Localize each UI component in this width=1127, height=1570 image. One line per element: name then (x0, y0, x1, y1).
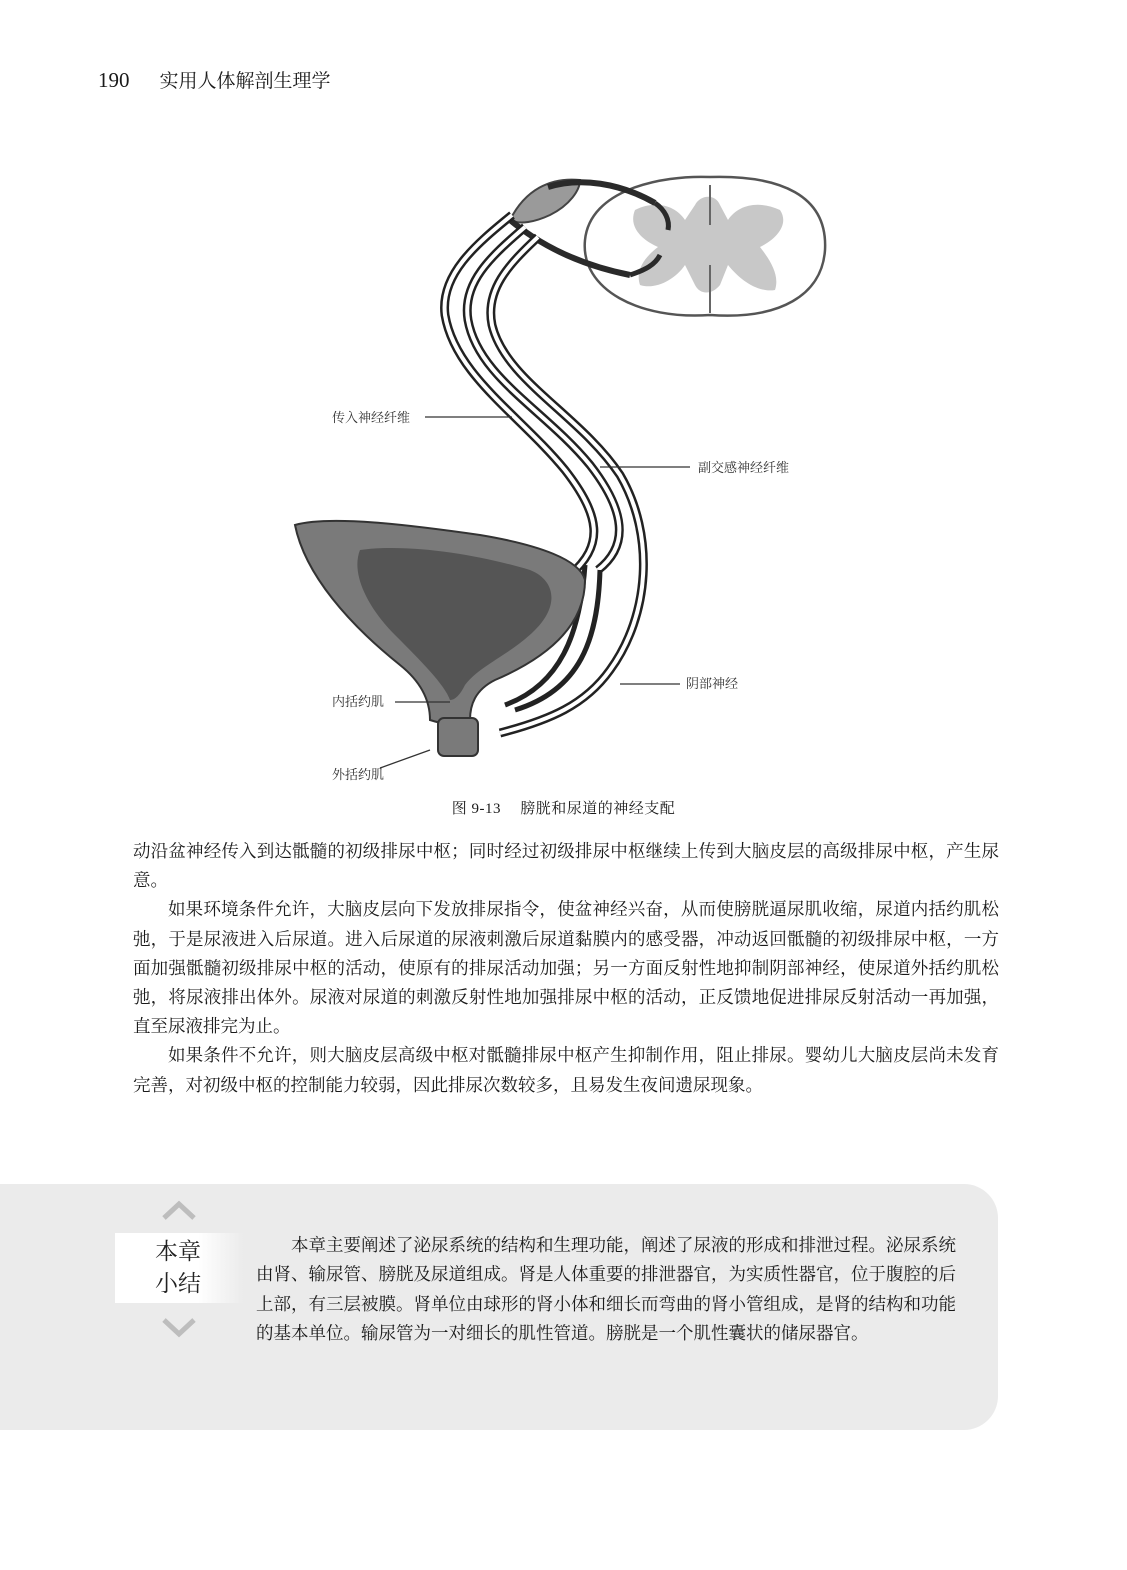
book-title: 实用人体解剖生理学 (159, 70, 331, 92)
chevron-up-icon (162, 1200, 196, 1220)
figure-caption (0, 797, 1127, 818)
label-pudendal-nerve: 阴部神经 (686, 677, 739, 692)
external-sphincter-label-line (380, 750, 430, 768)
label-afferent-fiber: 传入神经纤维 (332, 411, 411, 426)
summary-title (115, 1233, 243, 1303)
page-header (98, 66, 331, 93)
label-internal-sphincter: 内括约肌 (332, 695, 385, 710)
summary-paragraph: 本章主要阐述了泌尿系统的结构和生理功能，阐述了尿液的形成和排泄过程。泌尿系统由肾、输尿管、膀胱及尿道组成。肾是人体重要的排泄器官，为实质性器官，位于腹腔的后上部，有三层被膜。肾单位由球形的肾小体和细长而弯曲的肾小管组成，是肾的结构和功能的基本单位。输尿管为一对细长的肌性管道。膀胱是一个肌性囊状的储尿器官。 (256, 1236, 956, 1344)
summary-title-line2: 小结 (155, 1271, 201, 1297)
figure-number: 图 9-13 (451, 801, 501, 817)
body-text (133, 838, 999, 1101)
page-number: 190 (98, 68, 130, 92)
paragraph-1: 动沿盆神经传入到达骶髓的初级排尿中枢；同时经过初级排尿中枢继续上传到大脑皮层的高级排尿中枢，产生尿意。 (133, 842, 999, 892)
summary-title-line1: 本章 (155, 1239, 201, 1265)
paragraph-2: 如果环境条件允许，大脑皮层向下发放排尿指令，使盆神经兴奋，从而使膀胱逼尿肌收缩，尿道内括约肌松弛，于是尿液进入后尿道。进入后尿道的尿液刺激后尿道黏膜内的感受器，冲动返回骶髓的初级排尿中枢，一方面加强骶髓初级排尿中枢的活动，使原有的排尿活动加强；另一方面反射性地抑制阴部神经，使尿道外括约肌松弛，将尿液排出体外。尿液对尿道的刺激反射性地加强排尿中枢的活动，正反馈地促进排尿反射活动一再加强，直至尿液排完为止。 (133, 900, 999, 1038)
bladder-nerve-diagram (280, 165, 840, 795)
chevron-down-icon (162, 1318, 196, 1338)
paragraph-3: 如果条件不允许，则大脑皮层高级中枢对骶髓排尿中枢产生抑制作用，阻止排尿。婴幼儿大脑皮层尚未发育完善，对初级中枢的控制能力较弱，因此排尿次数较多，且易发生夜间遗尿现象。 (133, 1046, 999, 1096)
label-external-sphincter: 外括约肌 (332, 768, 385, 783)
figure-caption-text: 膀胱和尿道的神经支配 (520, 799, 676, 817)
label-parasympathetic-fiber: 副交感神经纤维 (698, 461, 790, 476)
nerve-supply-figure (280, 165, 840, 795)
summary-text (256, 1232, 956, 1349)
spinal-cord-section (585, 177, 825, 316)
